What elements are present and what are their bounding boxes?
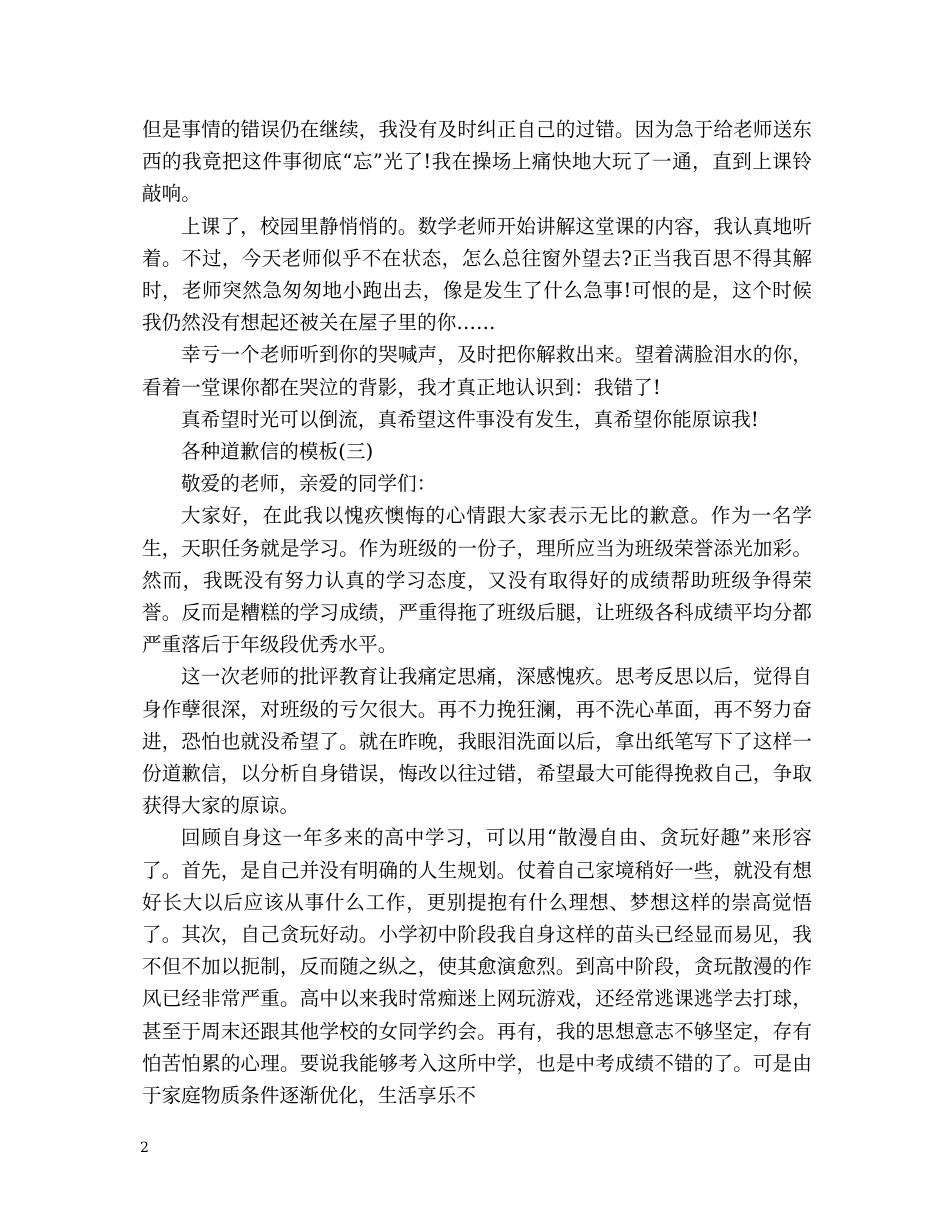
page-number: 2 xyxy=(140,1140,149,1156)
paragraph-9: 回顾自身这一年多来的高中学习，可以用“散漫自由、贪玩好趣”来形容了。首先，是自己并没有明确的人生规划。仗着自己家境稍好一些，就没有想好长大以后应该从事什么工作，更别提抱有什么理想、梦想这样的崇高觉悟了。其次，自己贪玩好动。小学初中阶段我自身这样的苗头已经显而易见，我不但不加以扼制，反而随之纵之，使其愈演愈烈。到高中阶段，贪玩散漫的作风已经非常严重。高中以来我时常痴迷上网玩游戏，还经常逃课逃学去打球，甚至于周末还跟其他学校的女同学约会。再有，我的思想意志不够坚定，存有怕苦怕累的心理。要说我能够考入这所中学，也是中考成绩不错的了。可是由于家庭物质条件逐渐优化，生活享乐不 xyxy=(142,826,812,1108)
paragraph-8: 这一次老师的批评教育让我痛定思痛，深感愧疚。思考反思以后，觉得自身作孽很深，对班级的亏欠很大。再不力挽狂澜，再不洗心革面，再不努力奋进，恐怕也就没希望了。就在昨晚，我眼泪洗面以后，拿出纸笔写下了这样一份道歉信，以分析自身错误，悔改以往过错，希望最大可能得挽救自己，争取获得大家的原谅。 xyxy=(142,665,812,818)
section-heading: 各种道歉信的模板(三) xyxy=(181,440,374,464)
paragraph-2: 上课了，校园里静悄悄的。数学老师开始讲解这堂课的内容，我认真地听着。不过，今天老师似乎不在状态，怎么总往窗外望去?正当我百思不得其解时，老师突然急匆匆地小跑出去，像是发生了什么急事!可恨的是，这个时候我仍然没有想起还被关在屋子里的你…… xyxy=(142,214,812,335)
salutation: 敬爱的老师，亲爱的同学们： xyxy=(181,472,437,496)
paragraph-3: 幸亏一个老师听到你的哭喊声，及时把你解救出来。望着满脸泪水的你，看着一堂课你都在哭泣的背影，我才真正地认识到：我错了! xyxy=(142,343,812,399)
paragraph-1: 但是事情的错误仍在继续，我没有及时纠正自己的过错。因为急于给老师送东西的我竟把这件事彻底“忘”光了!我在操场上痛快地大玩了一通，直到上课铃敲响。 xyxy=(142,118,812,206)
paragraph-7: 大家好，在此我以愧疚懊悔的心情跟大家表示无比的歉意。作为一名学生，天职任务就是学习。作为班级的一份子，理所应当为班级荣誉添光加彩。然而，我既没有努力认真的学习态度，又没有取得好的成绩帮助班级争得荣誉。反而是糟糕的学习成绩，严重得拖了班级后腿，让班级各科成绩平均分都严重落后于年级段优秀水平。 xyxy=(142,504,812,657)
paragraph-4: 真希望时光可以倒流，真希望这件事没有发生，真希望你能原谅我! xyxy=(181,407,759,431)
document-body xyxy=(142,114,812,1112)
